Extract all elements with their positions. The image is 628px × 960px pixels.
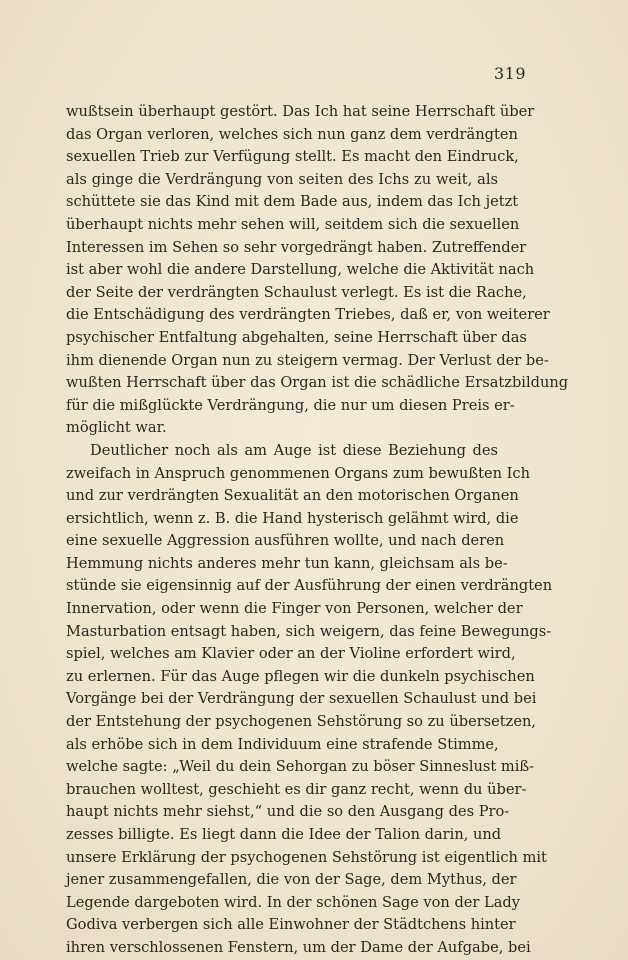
- text-line: zesses billigte. Es liegt dann die Idee der Talion darin, und: [66, 826, 502, 843]
- text-line: ihren verschlossenen Fenstern, um der Dame der Aufgabe, bei: [66, 938, 531, 956]
- text-line: Godiva verbergen sich alle Einwohner der Städtchens hinter: [66, 916, 516, 934]
- page-number: 319: [493, 64, 526, 83]
- text-line: spiel, welches am Klavier oder an der Violine erfordert wird,: [66, 645, 516, 663]
- text-line: möglicht war.: [66, 419, 167, 437]
- text-line: haupt nichts mehr siehst,“ und die so den Ausgang des Pro-: [66, 803, 510, 821]
- text-line: ihm dienende Organ nun zu steigern vermag. Der Verlust der be-: [66, 351, 549, 369]
- text-line: sexuellen Trieb zur Verfügung stellt. Es macht den Eindruck,: [66, 148, 519, 166]
- text-line: und zur verdrängten Sexualität an den motorischen Organen: [66, 487, 519, 505]
- text-line: wußten Herrschaft über das Organ ist die schädliche Ersatzbildung: [66, 374, 569, 392]
- text-line: der Seite der verdrängten Schaulust verlegt. Es ist die Rache,: [66, 283, 527, 301]
- text-line: zweifach in Anspruch genommenen Organs zum bewußten Ich: [66, 464, 530, 482]
- text-line: als erhöbe sich in dem Individuum eine strafende Stimme,: [66, 735, 499, 753]
- text-line: Masturbation entsagt haben, sich weigern, das feine Bewegungs-: [66, 622, 552, 640]
- text-line: die Entschädigung des verdrängten Triebes, daß er, von weiterer: [66, 306, 550, 324]
- text-line: der Entstehung der psychogenen Sehstörung so zu übersetzen,: [66, 713, 537, 731]
- text-line: schüttete sie das Kind mit dem Bade aus, indem das Ich jetzt: [66, 193, 519, 211]
- text-line: Deutlicher noch als am Auge ist diese Beziehung des: [90, 441, 498, 459]
- text-line: unsere Erklärung der psychogenen Sehstörung ist eigentlich mit: [66, 848, 547, 866]
- text-line: zu erlernen. Für das Auge pflegen wir die dunkeln psychischen: [66, 667, 535, 685]
- text-line: ersichtlich, wenn z. B. die Hand hysterisch gelähmt wird, die: [66, 509, 519, 527]
- text-line: Hemmung nichts anderes mehr tun kann, gleichsam als be-: [66, 554, 508, 572]
- text-line: für die mißglückte Verdrängung, die nur um diesen Preis er-: [66, 396, 515, 414]
- text-line: Interessen im Sehen so sehr vorgedrängt haben. Zutreffender: [66, 238, 527, 256]
- text-line: Vorgänge bei der Verdrängung der sexuellen Schaulust und bei: [66, 690, 537, 708]
- text-line: als ginge die Verdrängung von seiten des Ichs zu weit, als: [66, 170, 498, 188]
- text-line: überhaupt nichts mehr sehen will, seitdem sich die sexuellen: [66, 215, 520, 233]
- text-line: Innervation, oder wenn die Finger von Personen, welcher der: [66, 600, 523, 618]
- text-line: jener zusammengefallen, die von der Sage, dem Mythus, der: [66, 871, 517, 889]
- text-line: stünde sie eigensinnig auf der Ausführung der einen verdrängten: [66, 577, 553, 595]
- text-line: eine sexuelle Aggression ausführen wollte, und nach deren: [66, 532, 505, 550]
- text-line: brauchen wolltest, geschieht es dir ganz recht, wenn du über-: [66, 780, 527, 798]
- text-line: das Organ verloren, welches sich nun ganz dem verdrängten: [66, 125, 518, 143]
- text-line: welche sagte: „Weil du dein Sehorgan zu böser Sinneslust miß-: [66, 758, 535, 776]
- text-line: wußtsein überhaupt gestört. Das Ich hat seine Herrschaft über: [66, 103, 535, 120]
- text-line: psychischer Entfaltung abgehalten, seine Herrschaft über das: [66, 328, 527, 346]
- body-text: [66, 101, 569, 960]
- text-line: Legende dargeboten wird. In der schönen Sage von der Lady: [66, 893, 521, 911]
- text-line: ist aber wohl die andere Darstellung, welche die Aktivität nach: [66, 261, 535, 279]
